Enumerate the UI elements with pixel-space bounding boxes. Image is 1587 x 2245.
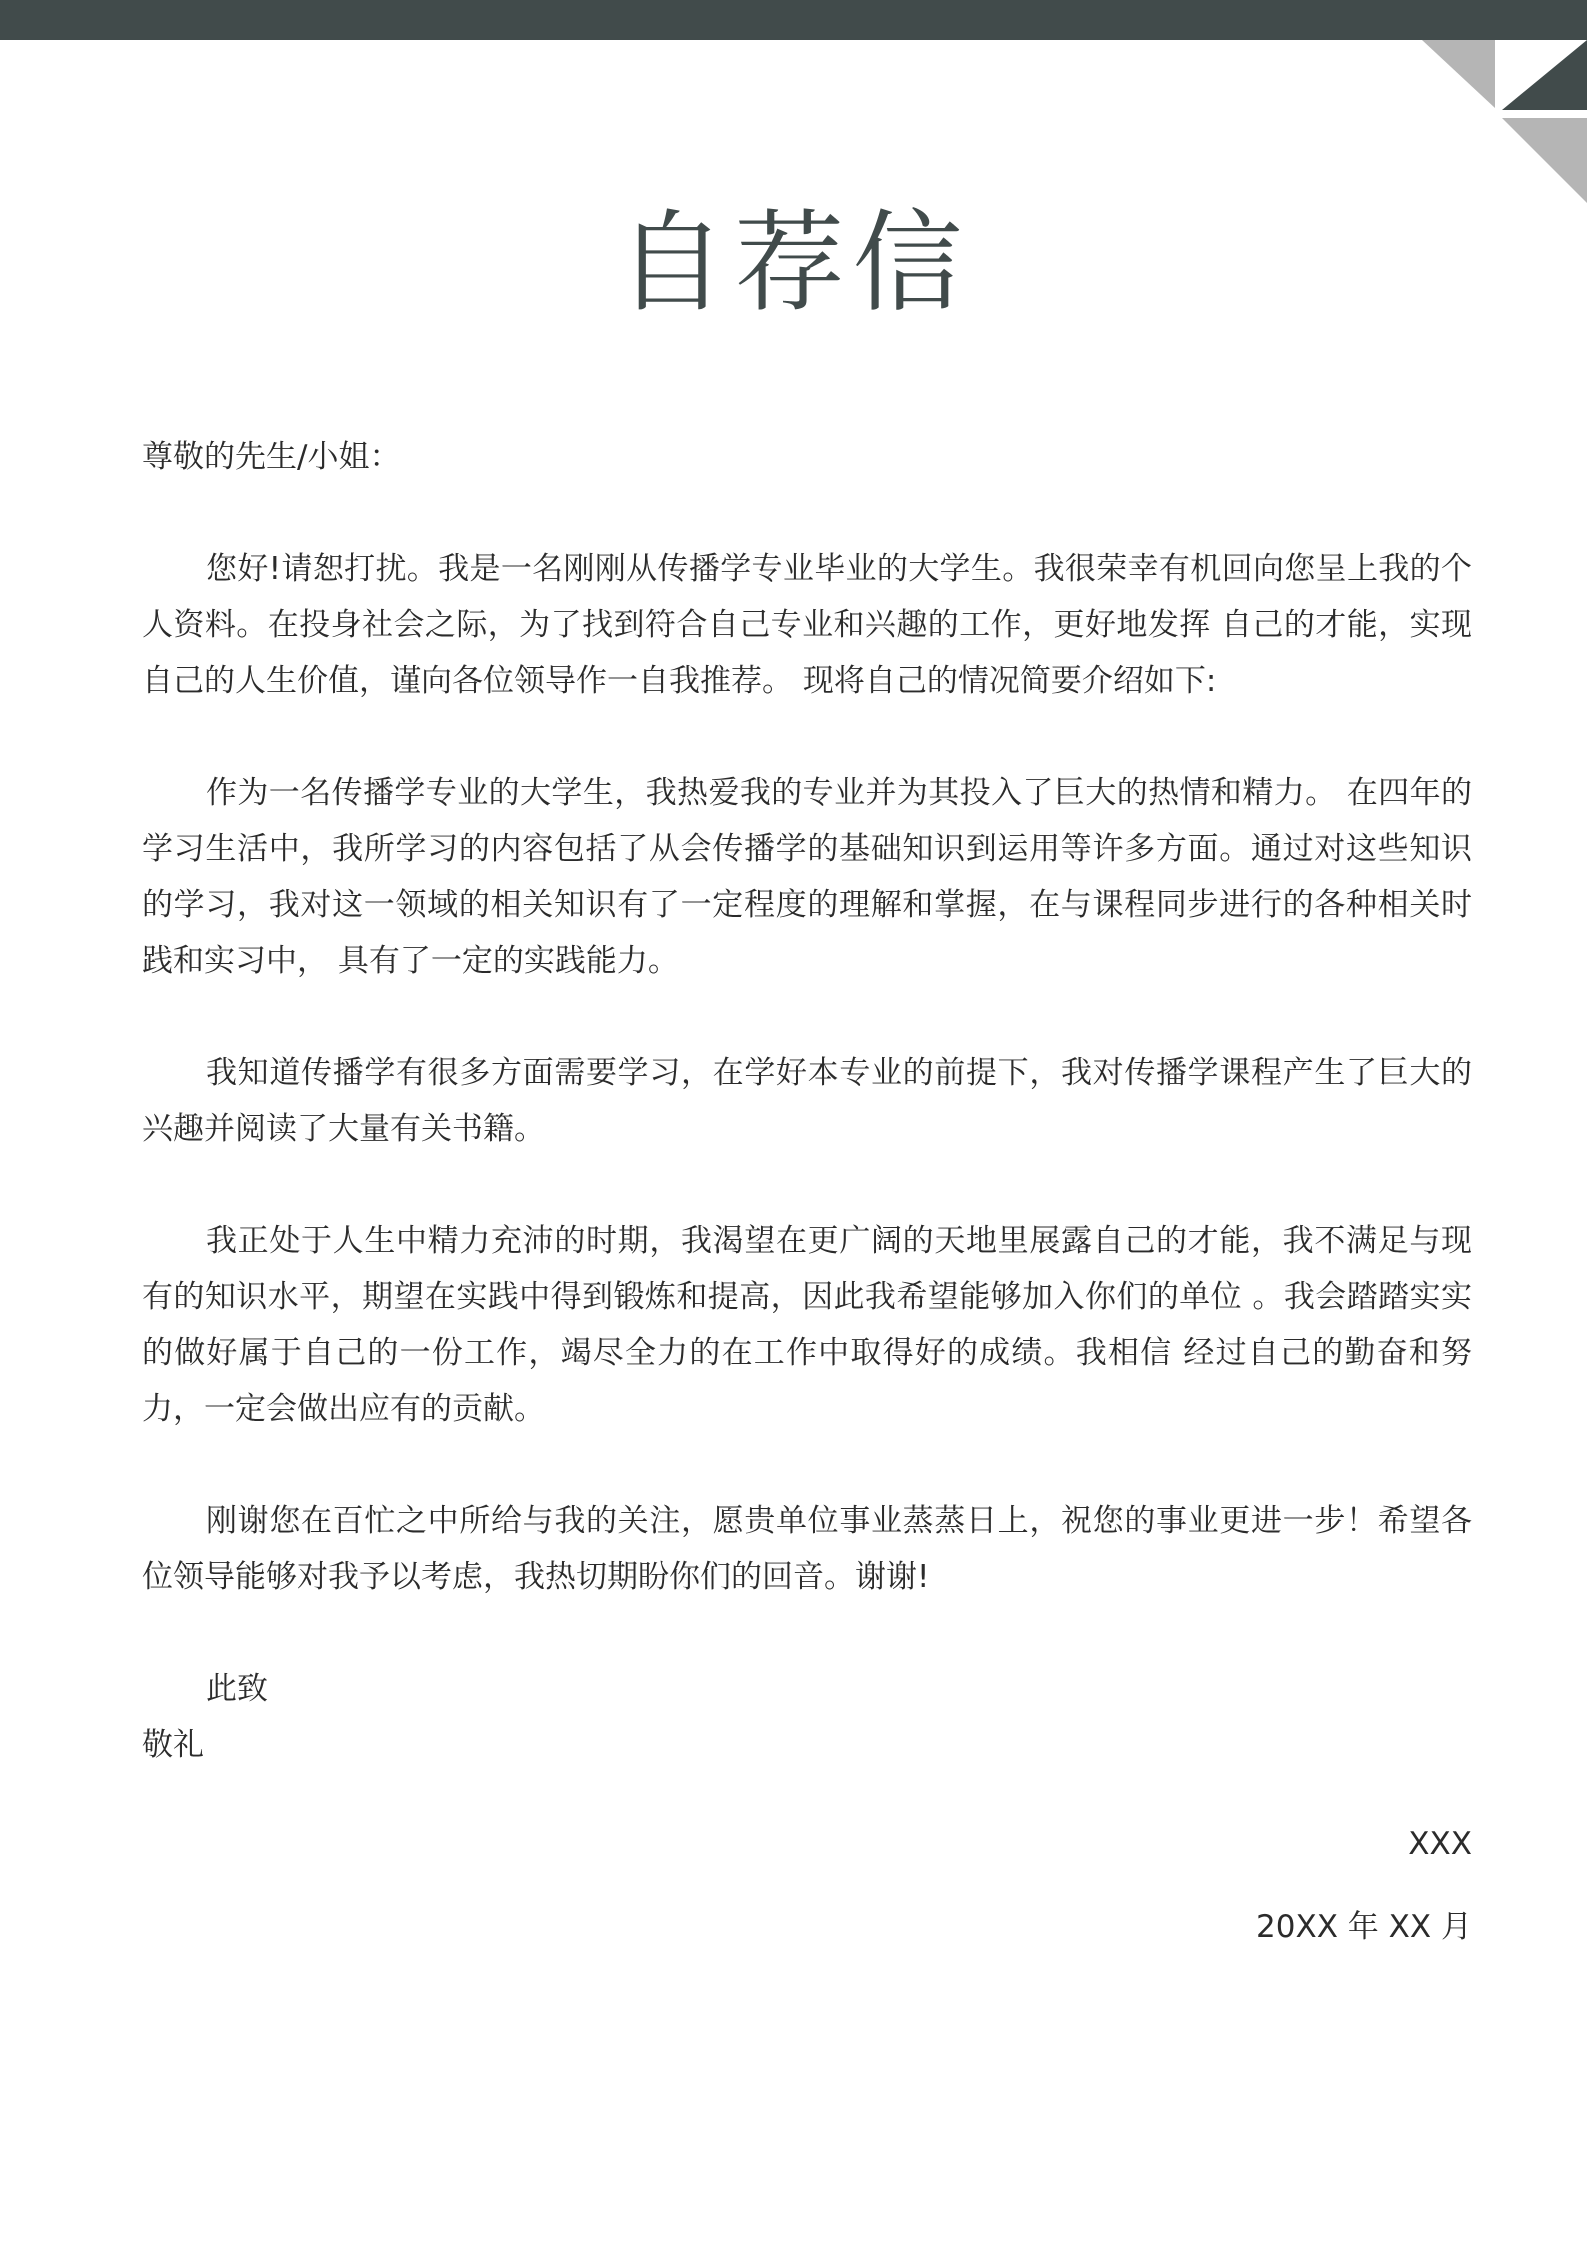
paragraph-3: 我知道传播学有很多方面需要学习，在学好本专业的前提下，我对传播学课程产生了巨大的兴趣并阅读了大量有关书籍。 (142, 1055, 1472, 1147)
paragraph-5: 刚谢您在百忙之中所给与我的关注，愿贵单位事业蒸蒸日上，祝您的事业更进一步！希望各位领导能够对我予以考虑，我热切期盼你们的回音。谢谢! (142, 1503, 1472, 1595)
closing-line-1: 此致 (206, 1671, 268, 1707)
paragraph-1: 您好!请恕打扰。我是一名刚刚从传播学专业毕业的大学生。我很荣幸有机回向您呈上我的个人资料。在投身社会之际，为了找到符合自己专业和兴趣的工作，更好地发挥 自己的才能，实现自己的人生价值，谨向各位领导作一自我推荐。 现将自己的情况简要介绍如下: (142, 551, 1472, 699)
closing-line-2: 敬礼 (142, 1727, 204, 1763)
signature-date: 20XX 年 XX 月 (1256, 1909, 1472, 1945)
corner-triangle-dark (1502, 40, 1587, 110)
page-title: 自荐信 (616, 199, 971, 327)
paragraph-4: 我正处于人生中精力充沛的时期，我渴望在更广阔的天地里展露自己的才能，我不满足与现有的知识水平，期望在实践中得到锻炼和提高，因此我希望能够加入你们的单位 。我会踏踏实实的做好属于自己的一份工作，竭尽全力的在工作中取得好的成绩。我相信 经过自己的勤奋和努力，一定会做出应有的贡献。 (142, 1223, 1472, 1427)
signature-block (1256, 1816, 1472, 1955)
paragraph-2: 作为一名传播学专业的大学生，我热爱我的专业并为其投入了巨大的热情和精力。 在四年的学习生活中，我所学习的内容包括了从会传播学的基础知识到运用等许多方面。通过对这些知识的学习，我对这一领域的相关知识有了一定程度的理解和掌握，在与课程同步进行的各种相关时践和实习中， 具有了一定的实践能力。 (142, 775, 1472, 979)
salutation: 尊敬的先生/小姐： (142, 439, 401, 475)
header-bar (0, 0, 1587, 40)
signature-name: XXX (1408, 1826, 1472, 1862)
corner-decoration (1420, 40, 1587, 203)
corner-triangle-gray-top (1422, 40, 1495, 108)
letter-body (142, 429, 1472, 1773)
